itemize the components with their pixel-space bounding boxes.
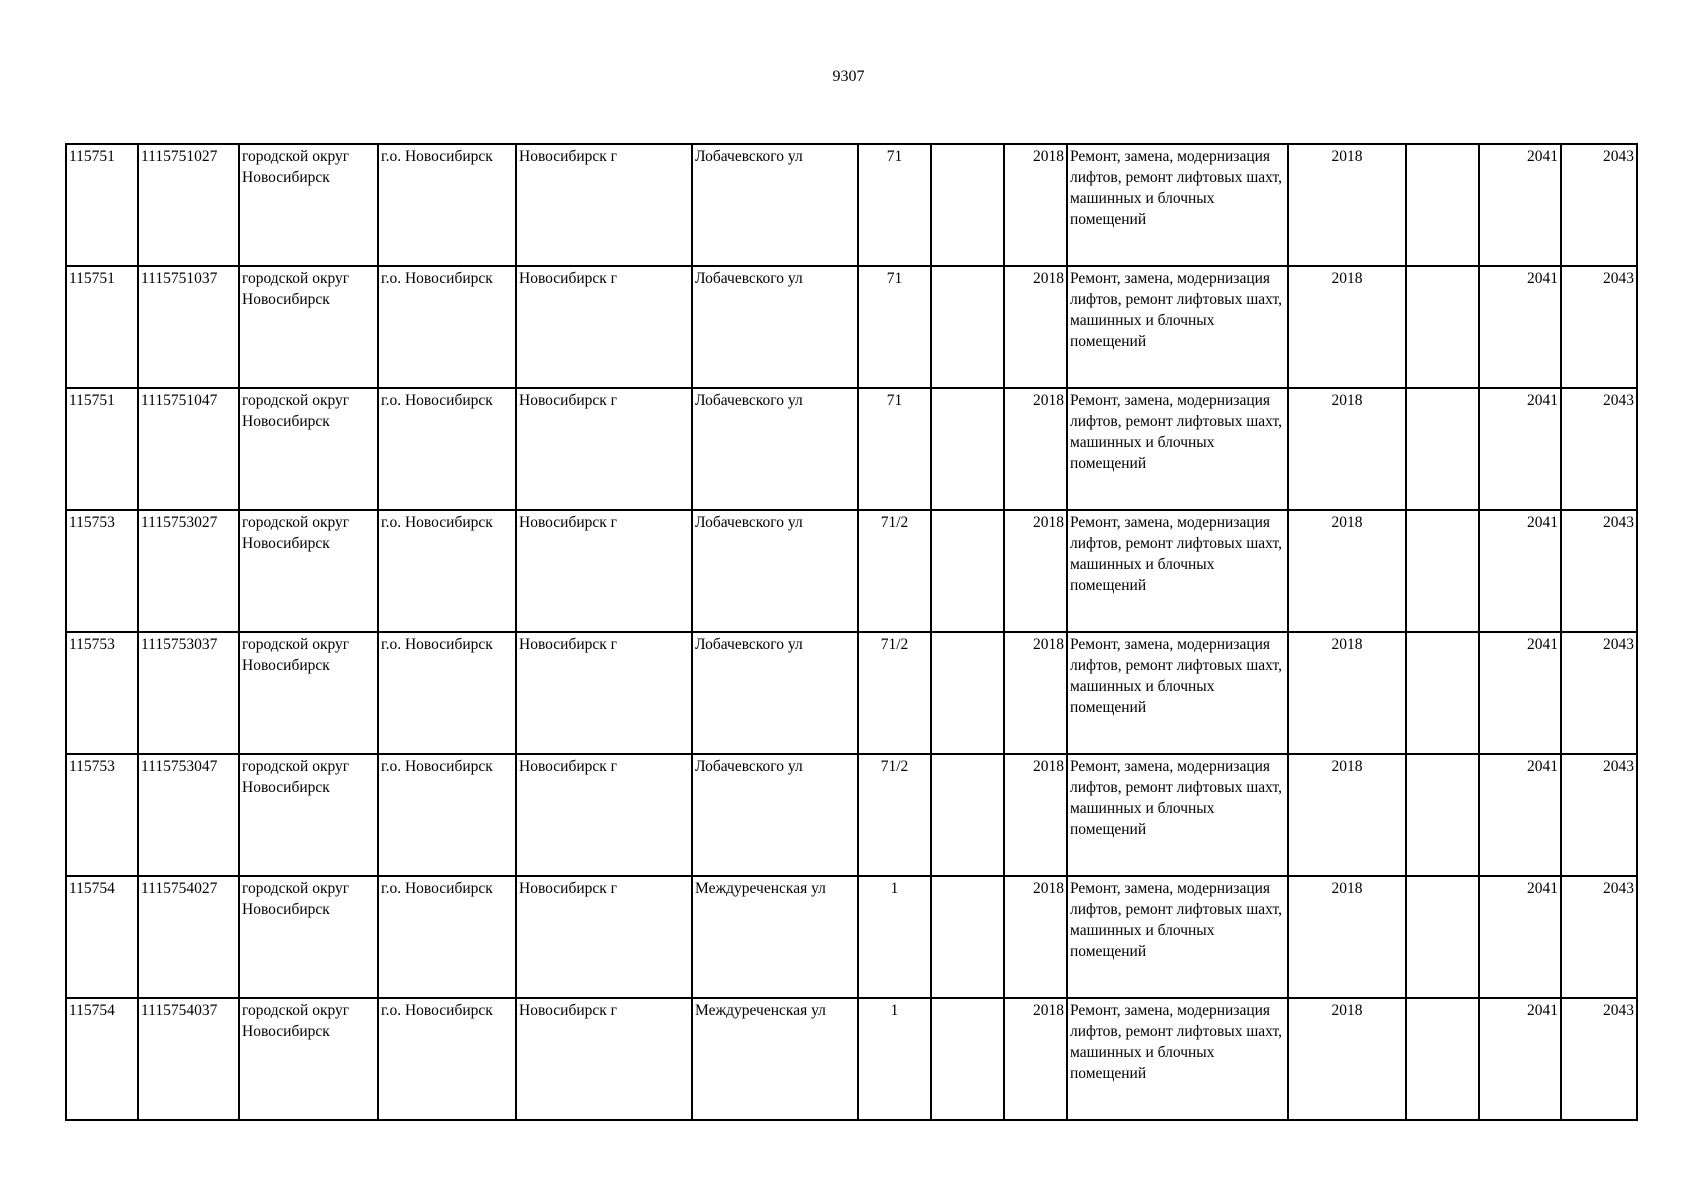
- cell-district: городской округ Новосибирск: [239, 266, 378, 388]
- cell-district: городской округ Новосибирск: [239, 632, 378, 754]
- cell-year-work: 2018: [1288, 388, 1406, 510]
- cell-work-type: Ремонт, замена, модернизация лифтов, ремонт лифтовых шахт, машинных и блочных помещений: [1067, 632, 1288, 754]
- cell-street: Лобачевского ул: [692, 510, 858, 632]
- table-row: [66, 266, 1637, 388]
- cell-empty: [1406, 876, 1479, 998]
- cell-street: Лобачевского ул: [692, 632, 858, 754]
- cell-year-to: 2043: [1561, 998, 1637, 1120]
- cell-locality: Новосибирск г: [516, 266, 692, 388]
- cell-street: Междуреченская ул: [692, 876, 858, 998]
- table-row: [66, 998, 1637, 1120]
- cell-empty: [1406, 998, 1479, 1120]
- cell-work-type: Ремонт, замена, модернизация лифтов, ремонт лифтовых шахт, машинных и блочных помещений: [1067, 144, 1288, 266]
- cell-year-work: 2018: [1288, 876, 1406, 998]
- cell-house: 71: [858, 266, 931, 388]
- cell-locality: Новосибирск г: [516, 388, 692, 510]
- table-row: [66, 754, 1637, 876]
- table-row: [66, 144, 1637, 266]
- cell-year-to: 2043: [1561, 876, 1637, 998]
- cell-year-to: 2043: [1561, 632, 1637, 754]
- cell-locality: Новосибирск г: [516, 144, 692, 266]
- cell-work-type: Ремонт, замена, модернизация лифтов, ремонт лифтовых шахт, машинных и блочных помещений: [1067, 754, 1288, 876]
- cell-id: 115751: [66, 266, 138, 388]
- cell-municipality: г.о. Новосибирск: [378, 510, 516, 632]
- cell-code: 1115753047: [138, 754, 239, 876]
- cell-house: 71/2: [858, 632, 931, 754]
- cell-year-work: 2018: [1288, 144, 1406, 266]
- cell-municipality: г.о. Новосибирск: [378, 266, 516, 388]
- cell-year-built: 2018: [1004, 510, 1067, 632]
- cell-id: 115751: [66, 388, 138, 510]
- cell-year-work: 2018: [1288, 266, 1406, 388]
- cell-empty: [1406, 510, 1479, 632]
- cell-locality: Новосибирск г: [516, 998, 692, 1120]
- cell-code: 1115751037: [138, 266, 239, 388]
- cell-district: городской округ Новосибирск: [239, 144, 378, 266]
- cell-municipality: г.о. Новосибирск: [378, 998, 516, 1120]
- cell-building: [931, 876, 1004, 998]
- cell-house: 1: [858, 998, 931, 1120]
- cell-building: [931, 632, 1004, 754]
- cell-year-built: 2018: [1004, 144, 1067, 266]
- cell-work-type: Ремонт, замена, модернизация лифтов, ремонт лифтовых шахт, машинных и блочных помещений: [1067, 998, 1288, 1120]
- cell-year-work: 2018: [1288, 632, 1406, 754]
- table-row: [66, 876, 1637, 998]
- table-row: [66, 388, 1637, 510]
- cell-year-from: 2041: [1479, 632, 1561, 754]
- cell-id: 115751: [66, 144, 138, 266]
- cell-municipality: г.о. Новосибирск: [378, 876, 516, 998]
- table-body: [66, 144, 1637, 1120]
- cell-street: Лобачевского ул: [692, 144, 858, 266]
- cell-street: Лобачевского ул: [692, 266, 858, 388]
- cell-year-work: 2018: [1288, 998, 1406, 1120]
- cell-district: городской округ Новосибирск: [239, 754, 378, 876]
- cell-street: Лобачевского ул: [692, 388, 858, 510]
- cell-empty: [1406, 754, 1479, 876]
- cell-year-work: 2018: [1288, 510, 1406, 632]
- cell-year-to: 2043: [1561, 144, 1637, 266]
- cell-code: 1115754027: [138, 876, 239, 998]
- table-row: [66, 510, 1637, 632]
- cell-house: 1: [858, 876, 931, 998]
- cell-year-from: 2041: [1479, 876, 1561, 998]
- cell-house: 71/2: [858, 754, 931, 876]
- cell-code: 1115751047: [138, 388, 239, 510]
- cell-work-type: Ремонт, замена, модернизация лифтов, ремонт лифтовых шахт, машинных и блочных помещений: [1067, 388, 1288, 510]
- cell-street: Лобачевского ул: [692, 754, 858, 876]
- cell-year-from: 2041: [1479, 510, 1561, 632]
- cell-id: 115754: [66, 998, 138, 1120]
- cell-year-work: 2018: [1288, 754, 1406, 876]
- cell-year-built: 2018: [1004, 388, 1067, 510]
- cell-municipality: г.о. Новосибирск: [378, 144, 516, 266]
- cell-locality: Новосибирск г: [516, 632, 692, 754]
- cell-code: 1115753027: [138, 510, 239, 632]
- cell-code: 1115754037: [138, 998, 239, 1120]
- page-number: 9307: [832, 68, 865, 85]
- cell-building: [931, 266, 1004, 388]
- cell-house: 71/2: [858, 510, 931, 632]
- cell-year-built: 2018: [1004, 266, 1067, 388]
- cell-house: 71: [858, 388, 931, 510]
- cell-district: городской округ Новосибирск: [239, 510, 378, 632]
- cell-locality: Новосибирск г: [516, 876, 692, 998]
- cell-building: [931, 388, 1004, 510]
- cell-year-built: 2018: [1004, 876, 1067, 998]
- cell-id: 115753: [66, 510, 138, 632]
- cell-building: [931, 998, 1004, 1120]
- cell-empty: [1406, 632, 1479, 754]
- cell-district: городской округ Новосибирск: [239, 876, 378, 998]
- cell-house: 71: [858, 144, 931, 266]
- cell-year-built: 2018: [1004, 754, 1067, 876]
- cell-municipality: г.о. Новосибирск: [378, 388, 516, 510]
- cell-building: [931, 754, 1004, 876]
- cell-work-type: Ремонт, замена, модернизация лифтов, ремонт лифтовых шахт, машинных и блочных помещений: [1067, 510, 1288, 632]
- cell-year-built: 2018: [1004, 632, 1067, 754]
- cell-id: 115754: [66, 876, 138, 998]
- cell-year-to: 2043: [1561, 754, 1637, 876]
- cell-year-to: 2043: [1561, 266, 1637, 388]
- cell-year-built: 2018: [1004, 998, 1067, 1120]
- cell-district: городской округ Новосибирск: [239, 998, 378, 1120]
- cell-locality: Новосибирск г: [516, 510, 692, 632]
- cell-code: 1115753037: [138, 632, 239, 754]
- cell-year-from: 2041: [1479, 266, 1561, 388]
- cell-empty: [1406, 144, 1479, 266]
- table-row: [66, 632, 1637, 754]
- cell-empty: [1406, 388, 1479, 510]
- cell-year-to: 2043: [1561, 510, 1637, 632]
- cell-empty: [1406, 266, 1479, 388]
- register-table: [65, 143, 1638, 1121]
- cell-year-to: 2043: [1561, 388, 1637, 510]
- cell-municipality: г.о. Новосибирск: [378, 632, 516, 754]
- cell-year-from: 2041: [1479, 754, 1561, 876]
- cell-building: [931, 144, 1004, 266]
- cell-district: городской округ Новосибирск: [239, 388, 378, 510]
- cell-year-from: 2041: [1479, 388, 1561, 510]
- cell-code: 1115751027: [138, 144, 239, 266]
- cell-year-from: 2041: [1479, 144, 1561, 266]
- cell-work-type: Ремонт, замена, модернизация лифтов, ремонт лифтовых шахт, машинных и блочных помещений: [1067, 876, 1288, 998]
- cell-year-from: 2041: [1479, 998, 1561, 1120]
- cell-locality: Новосибирск г: [516, 754, 692, 876]
- cell-building: [931, 510, 1004, 632]
- cell-street: Междуреченская ул: [692, 998, 858, 1120]
- cell-id: 115753: [66, 754, 138, 876]
- cell-work-type: Ремонт, замена, модернизация лифтов, ремонт лифтовых шахт, машинных и блочных помещений: [1067, 266, 1288, 388]
- cell-id: 115753: [66, 632, 138, 754]
- cell-municipality: г.о. Новосибирск: [378, 754, 516, 876]
